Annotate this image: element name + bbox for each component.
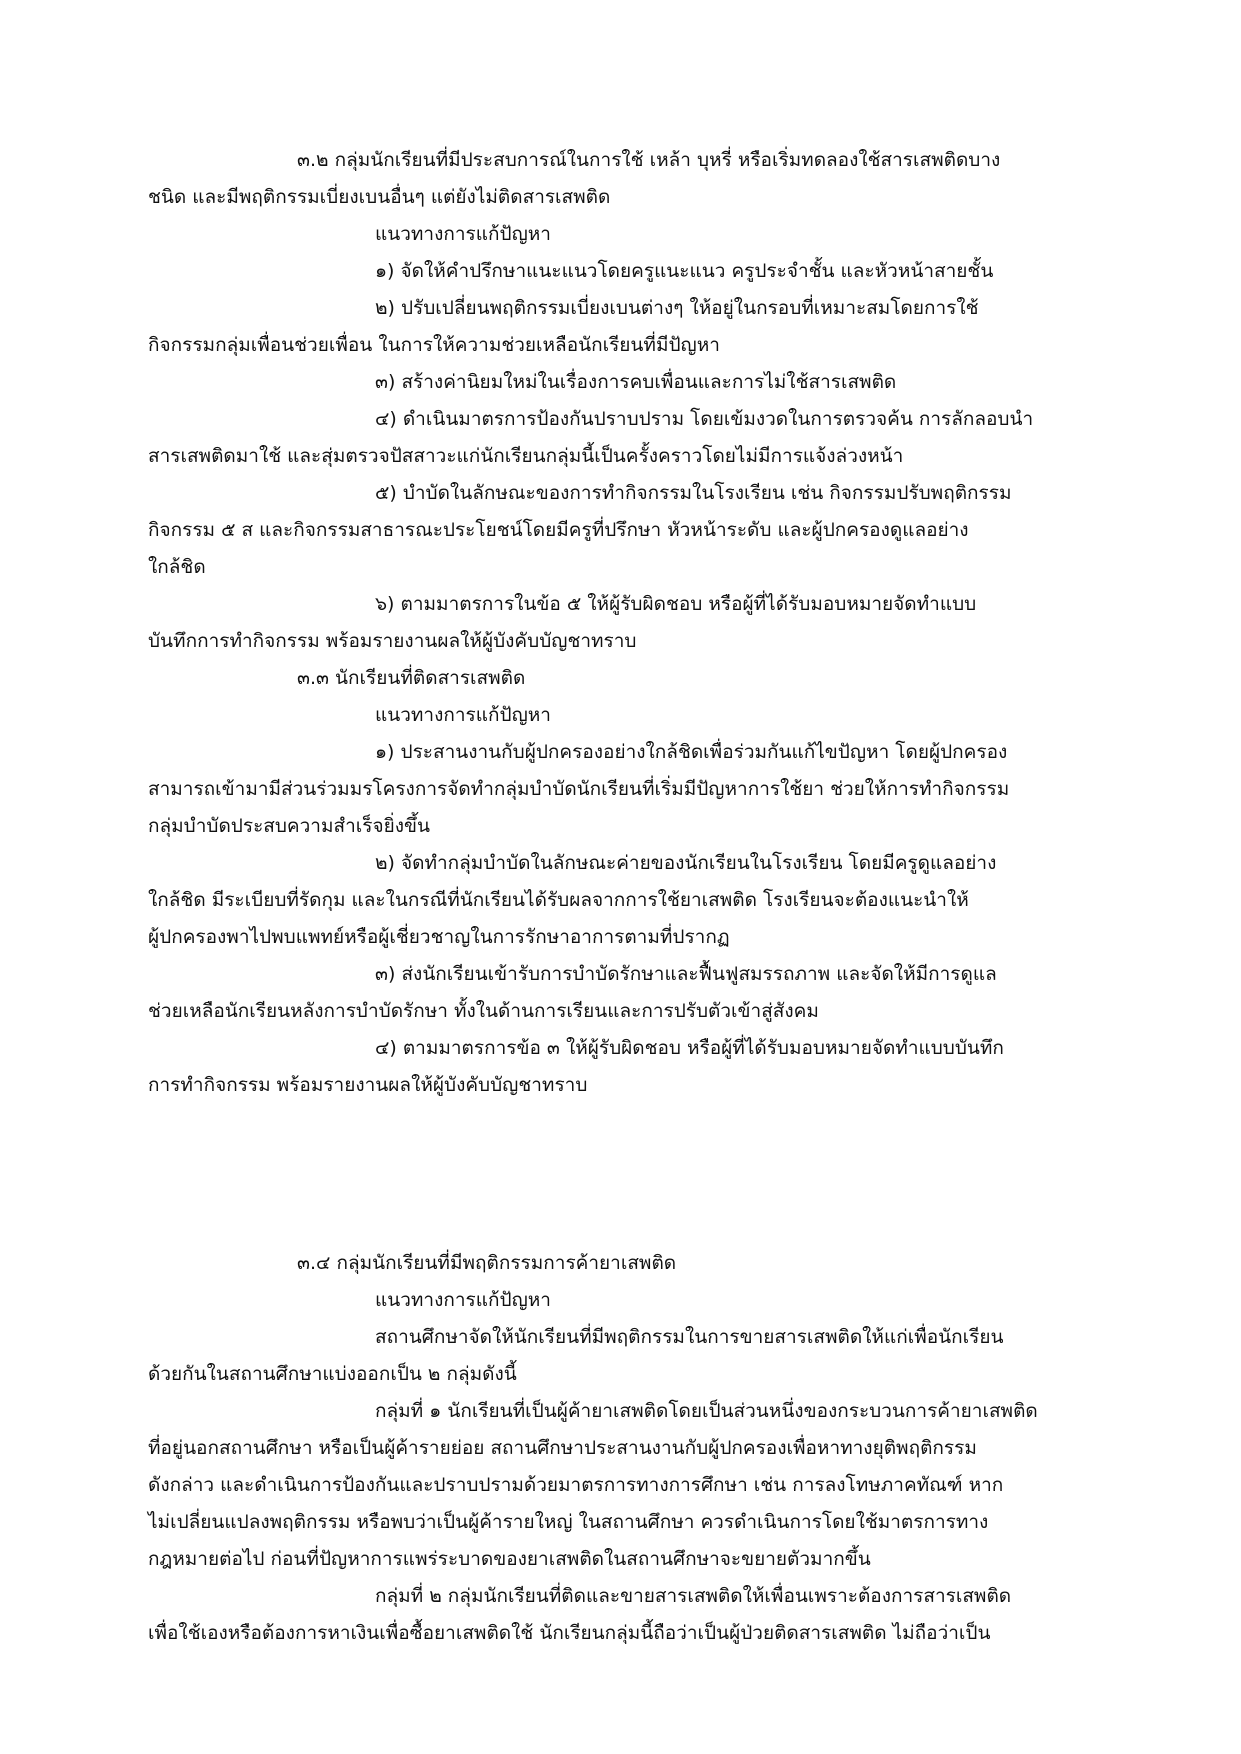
text-line: บันทึกการทำกิจกรรม พร้อมรายงานผลให้ผู้บังคับบัญชาทราบ: [148, 630, 637, 652]
text-line: ช่วยเหลือนักเรียนหลังการบำบัดรักษา ทั้งในด้านการเรียนและการปรับตัวเข้าสู่สังคม: [148, 1000, 819, 1022]
text-line: กลุ่มที่ ๒ กลุ่มนักเรียนที่ติดและขายสารเสพติดให้เพื่อนเพราะต้องการสารเสพติด: [375, 1585, 1012, 1607]
text-line: ๑) ประสานงานกับผู้ปกครองอย่างใกล้ชิดเพื่อร่วมกันแก้ไขปัญหา โดยผู้ปกครอง: [375, 741, 1008, 763]
text-line: กลุ่มบำบัดประสบความสำเร็จยิ่งขึ้น: [148, 815, 430, 837]
text-line: ผู้ปกครองพาไปพบแพทย์หรือผู้เชี่ยวชาญในการรักษาอาการตามที่ปรากฏ: [148, 926, 730, 948]
text-line: เพื่อใช้เองหรือต้องการหาเงินเพื่อซื้อยาเสพติดใช้ นักเรียนกลุ่มนี้ถือว่าเป็นผู้ป่วยติดสารเสพติด ไม่ถือว่าเป็น: [148, 1622, 991, 1644]
text-line: ๓) ส่งนักเรียนเข้ารับการบำบัดรักษาและฟื้นฟูสมรรถภาพ และจัดให้มีการดูแล: [375, 963, 997, 985]
text-line: แนวทางการแก้ปัญหา: [375, 223, 551, 245]
text-line: การทำกิจกรรม พร้อมรายงานผลให้ผู้บังคับบัญชาทราบ: [148, 1074, 588, 1096]
text-line: กฎหมายต่อไป ก่อนที่ปัญหาการแพร่ระบาดของยาเสพติดในสถานศึกษาจะขยายตัวมากขึ้น: [148, 1548, 871, 1570]
section-heading: ๓.๓ นักเรียนที่ติดสารเสพติด: [297, 667, 526, 689]
text-line: ๑) จัดให้คำปรึกษาแนะแนวโดยครูแนะแนว ครูประจำชั้น และหัวหน้าสายชั้น: [375, 260, 994, 282]
text-line: ด้วยกันในสถานศึกษาแบ่งออกเป็น ๒ กลุ่มดังนี้: [148, 1363, 517, 1385]
text-line: สามารถเข้ามามีส่วนร่วมมรโครงการจัดทำกลุ่มบำบัดนักเรียนที่เริ่มมีปัญหาการใช้ยา ช่วยให้การทำกิจกรรม: [148, 778, 1010, 800]
text-line: ไม่เปลี่ยนแปลงพฤติกรรม หรือพบว่าเป็นผู้ค้ารายใหญ่ ในสถานศึกษา ควรดำเนินการโดยใช้มาตรการทาง: [148, 1511, 989, 1533]
text-line: ดังกล่าว และดำเนินการป้องกันและปราบปรามด้วยมาตรการทางการศึกษา เช่น การลงโทษภาคทัณฑ์ หาก: [148, 1474, 1004, 1496]
text-line: ๖) ตามมาตรการในข้อ ๕ ให้ผู้รับผิดชอบ หรือผู้ที่ได้รับมอบหมายจัดทำแบบ: [375, 593, 977, 615]
text-line: ๒) ปรับเปลี่ยนพฤติกรรมเบี่ยงเบนต่างๆ ให้อยู่ในกรอบที่เหมาะสมโดยการใช้: [375, 297, 979, 319]
text-line: ที่อยู่นอกสถานศึกษา หรือเป็นผู้ค้ารายย่อย สถานศึกษาประสานงานกับผู้ปกครองเพื่อหาทางยุติพฤติกรรม: [148, 1437, 977, 1459]
text-line: ใกล้ชิด: [148, 556, 206, 578]
text-line: ๔) ดำเนินมาตรการป้องกันปราบปราม โดยเข้มงวดในการตรวจค้น การลักลอบนำ: [375, 408, 1034, 430]
text-line: ๒) จัดทำกลุ่มบำบัดในลักษณะค่ายของนักเรียนในโรงเรียน โดยมีครูดูแลอย่าง: [375, 852, 997, 874]
text-line: ๓.๒ กลุ่มนักเรียนที่มีประสบการณ์ในการใช้ เหล้า บุหรี่ หรือเริ่มทดลองใช้สารเสพติดบาง: [297, 149, 1001, 171]
text-line: ชนิด และมีพฤติกรรมเบี่ยงเบนอื่นๆ แต่ยังไม่ติดสารเสพติด: [148, 186, 611, 208]
text-line: สถานศึกษาจัดให้นักเรียนที่มีพฤติกรรมในการขายสารเสพติดให้แก่เพื่อนักเรียน: [375, 1326, 1004, 1348]
text-line: กิจกรรมกลุ่มเพื่อนช่วยเพื่อน ในการให้ความช่วยเหลือนักเรียนที่มีปัญหา: [148, 334, 720, 356]
text-line: แนวทางการแก้ปัญหา: [375, 1289, 551, 1311]
text-line: ๕) บำบัดในลักษณะของการทำกิจกรรมในโรงเรียน เช่น กิจกรรมปรับพฤติกรรม: [375, 482, 1012, 504]
text-line: แนวทางการแก้ปัญหา: [375, 704, 551, 726]
text-line: ๔) ตามมาตรการข้อ ๓ ให้ผู้รับผิดชอบ หรือผู้ที่ได้รับมอบหมายจัดทำแบบบันทึก: [375, 1037, 1004, 1059]
text-line: ใกล้ชิด มีระเบียบที่รัดกุม และในกรณีที่นักเรียนได้รับผลจากการใช้ยาเสพติด โรงเรียนจะต้องแนะนำให้: [148, 889, 969, 911]
text-line: สารเสพติดมาใช้ และสุ่มตรวจปัสสาวะแก่นักเรียนกลุ่มนี้เป็นครั้งคราวโดยไม่มีการแจ้งล่วงหน้า: [148, 445, 904, 467]
text-line: ๓) สร้างค่านิยมใหม่ในเรื่องการคบเพื่อนและการไม่ใช้สารเสพติด: [375, 371, 897, 393]
section-heading: ๓.๔ กลุ่มนักเรียนที่มีพฤติกรรมการค้ายาเสพติด: [297, 1252, 677, 1274]
text-line: กลุ่มที่ ๑ นักเรียนที่เป็นผู้ค้ายาเสพติดโดยเป็นส่วนหนึ่งของกระบวนการค้ายาเสพติด: [375, 1400, 1038, 1422]
text-line: กิจกรรม ๕ ส และกิจกรรมสาธารณะประโยชน์โดยมีครูที่ปรึกษา หัวหน้าระดับ และผู้ปกครองดูแลอย่าง: [148, 519, 969, 541]
